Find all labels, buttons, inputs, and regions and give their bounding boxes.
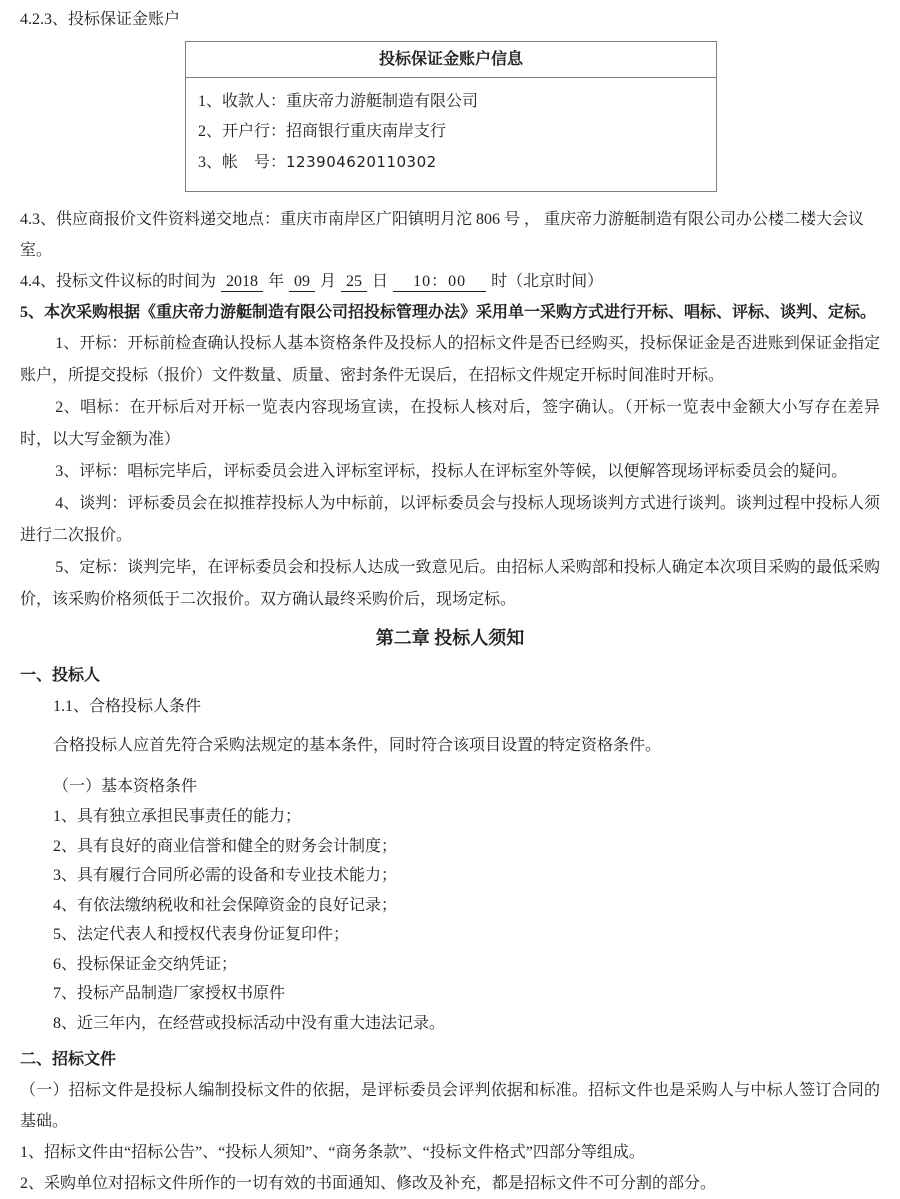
tender-doc-para-2: 1、招标文件由“招标公告”、“投标人须知”、“商务条款”、“投标文件格式”四部分等组成。 — [20, 1144, 645, 1161]
bank-label: 2、开户行： — [198, 123, 287, 140]
table-title: 投标保证金账户信息 — [186, 42, 716, 78]
bid-month-value: 09 — [289, 272, 315, 292]
bank-value: 招商银行重庆南岸支行 — [286, 123, 447, 140]
qualification-item-8: 8、近三年内，在经营或投标活动中没有重大违法记录。 — [53, 1014, 446, 1032]
basic-qualification-heading: （一）基本资格条件 — [53, 778, 198, 795]
qualification-item-1: 1、具有独立承担民事责任的能力； — [53, 808, 302, 825]
bid-day-value: 25 — [341, 272, 367, 292]
bid-year-unit: 年 — [268, 273, 285, 290]
bid-time-suffix: 时（北京时间） — [491, 273, 604, 290]
bid-deposit-account-table — [185, 41, 717, 192]
qualified-bidder-intro: 合格投标人应首先符合采购法规定的基本条件，同时符合该项目设置的特定资格条件。 — [53, 737, 662, 754]
procedure-step-negotiation: 4、谈判：评标委员会在拟推荐投标人为中标前，以评标委员会与投标人现场谈判方式进行谈判。谈判过程中投标人须进行二次报价。 — [20, 495, 880, 544]
procedure-step-award: 5、定标：谈判完毕，在评标委员会和投标人达成一致意见后。由招标人采购部和投标人确定本次项目采购的最低采购价，该采购价格须低于二次报价。双方确认最终采购价后，现场定标。 — [20, 559, 880, 608]
section-5-text: 5、本次采购根据《重庆帝力游艇制造有限公司招投标管理办法》采用单一采购方式进行开标、唱标、评标、谈判、定标。 — [20, 304, 877, 321]
qualification-item-2: 2、具有良好的商业信誉和健全的财务会计制度； — [53, 837, 398, 855]
chapter-2-heading: 第二章 投标人须知 — [375, 628, 525, 648]
section-4-4-text — [20, 266, 880, 297]
table-row-account-number — [198, 147, 704, 178]
qualification-item-7: 7、投标产品制造厂家授权书原件 — [53, 985, 286, 1002]
payee-value: 重庆帝力游艇制造有限公司 — [286, 93, 479, 110]
section-2-tender-documents-title: 二、招标文件 — [20, 1051, 117, 1068]
qualification-item-6: 6、投标保证金交纳凭证； — [53, 955, 238, 973]
bid-month-unit: 月 — [320, 273, 337, 290]
table-row-bank — [198, 117, 704, 147]
section-4-3-text: 4.3、供应商报价文件资料递交地点：重庆市南岸区广阳镇明月沱 806 号 ， 重庆帝力游艇制造有限公司办公楼二楼大会议室。 — [20, 211, 865, 259]
table-row-payee — [198, 87, 704, 117]
account-number-value: 123904620110302 — [286, 153, 437, 171]
table-body — [186, 78, 716, 191]
tender-doc-para-1: （一）招标文件是投标人编制投标文件的依据，是评标委员会评判依据和标准。招标文件也是采购人与中标人签订合同的基础。 — [20, 1082, 880, 1130]
bid-day-unit: 日 — [372, 273, 389, 290]
procedure-step-evaluation: 3、评标：唱标完毕后，评标委员会进入评标室评标，投标人在评标室外等候，以便解答现场评标委员会的疑问。 — [55, 463, 848, 480]
section-heading-4-2-3: 4.2.3、投标保证金账户 — [20, 11, 181, 28]
bid-time-prefix: 4.4、投标文件议标的时间为 — [20, 273, 217, 290]
qualification-item-3: 3、具有履行合同所必需的设备和专业技术能力； — [53, 867, 398, 884]
tender-doc-para-3: 2、采购单位对招标文件所作的一切有效的书面通知、修改及补充，都是招标文件不可分割的部分。 — [20, 1175, 717, 1192]
account-number-label: 3、帐 号： — [198, 154, 287, 171]
procedure-step-announcing: 2、唱标：在开标后对开标一览表内容现场宣读，在投标人核对后，签字确认。（开标一览表中金额大小写存在差异时，以大写金额为准） — [20, 399, 880, 448]
clause-1-1-heading: 1.1、合格投标人条件 — [53, 698, 202, 715]
bid-time-value: 10：00 — [393, 272, 486, 292]
qualification-item-5: 5、法定代表人和授权代表身份证复印件； — [53, 926, 350, 943]
qualification-item-4: 4、有依法缴纳税收和社会保障资金的良好记录； — [53, 896, 398, 914]
bid-year-value: 2018 — [221, 272, 263, 292]
payee-label: 1、收款人： — [198, 93, 287, 110]
procedure-step-opening: 1、开标：开标前检查确认投标人基本资格条件及投标人的招标文件是否已经购买，投标保证金是否进账到保证金指定账户，所提交投标（报价）文件数量、质量、密封条件无误后，在招标文件规定开标时间准时开标。 — [20, 335, 880, 384]
section-1-bidders-title: 一、投标人 — [20, 667, 101, 684]
